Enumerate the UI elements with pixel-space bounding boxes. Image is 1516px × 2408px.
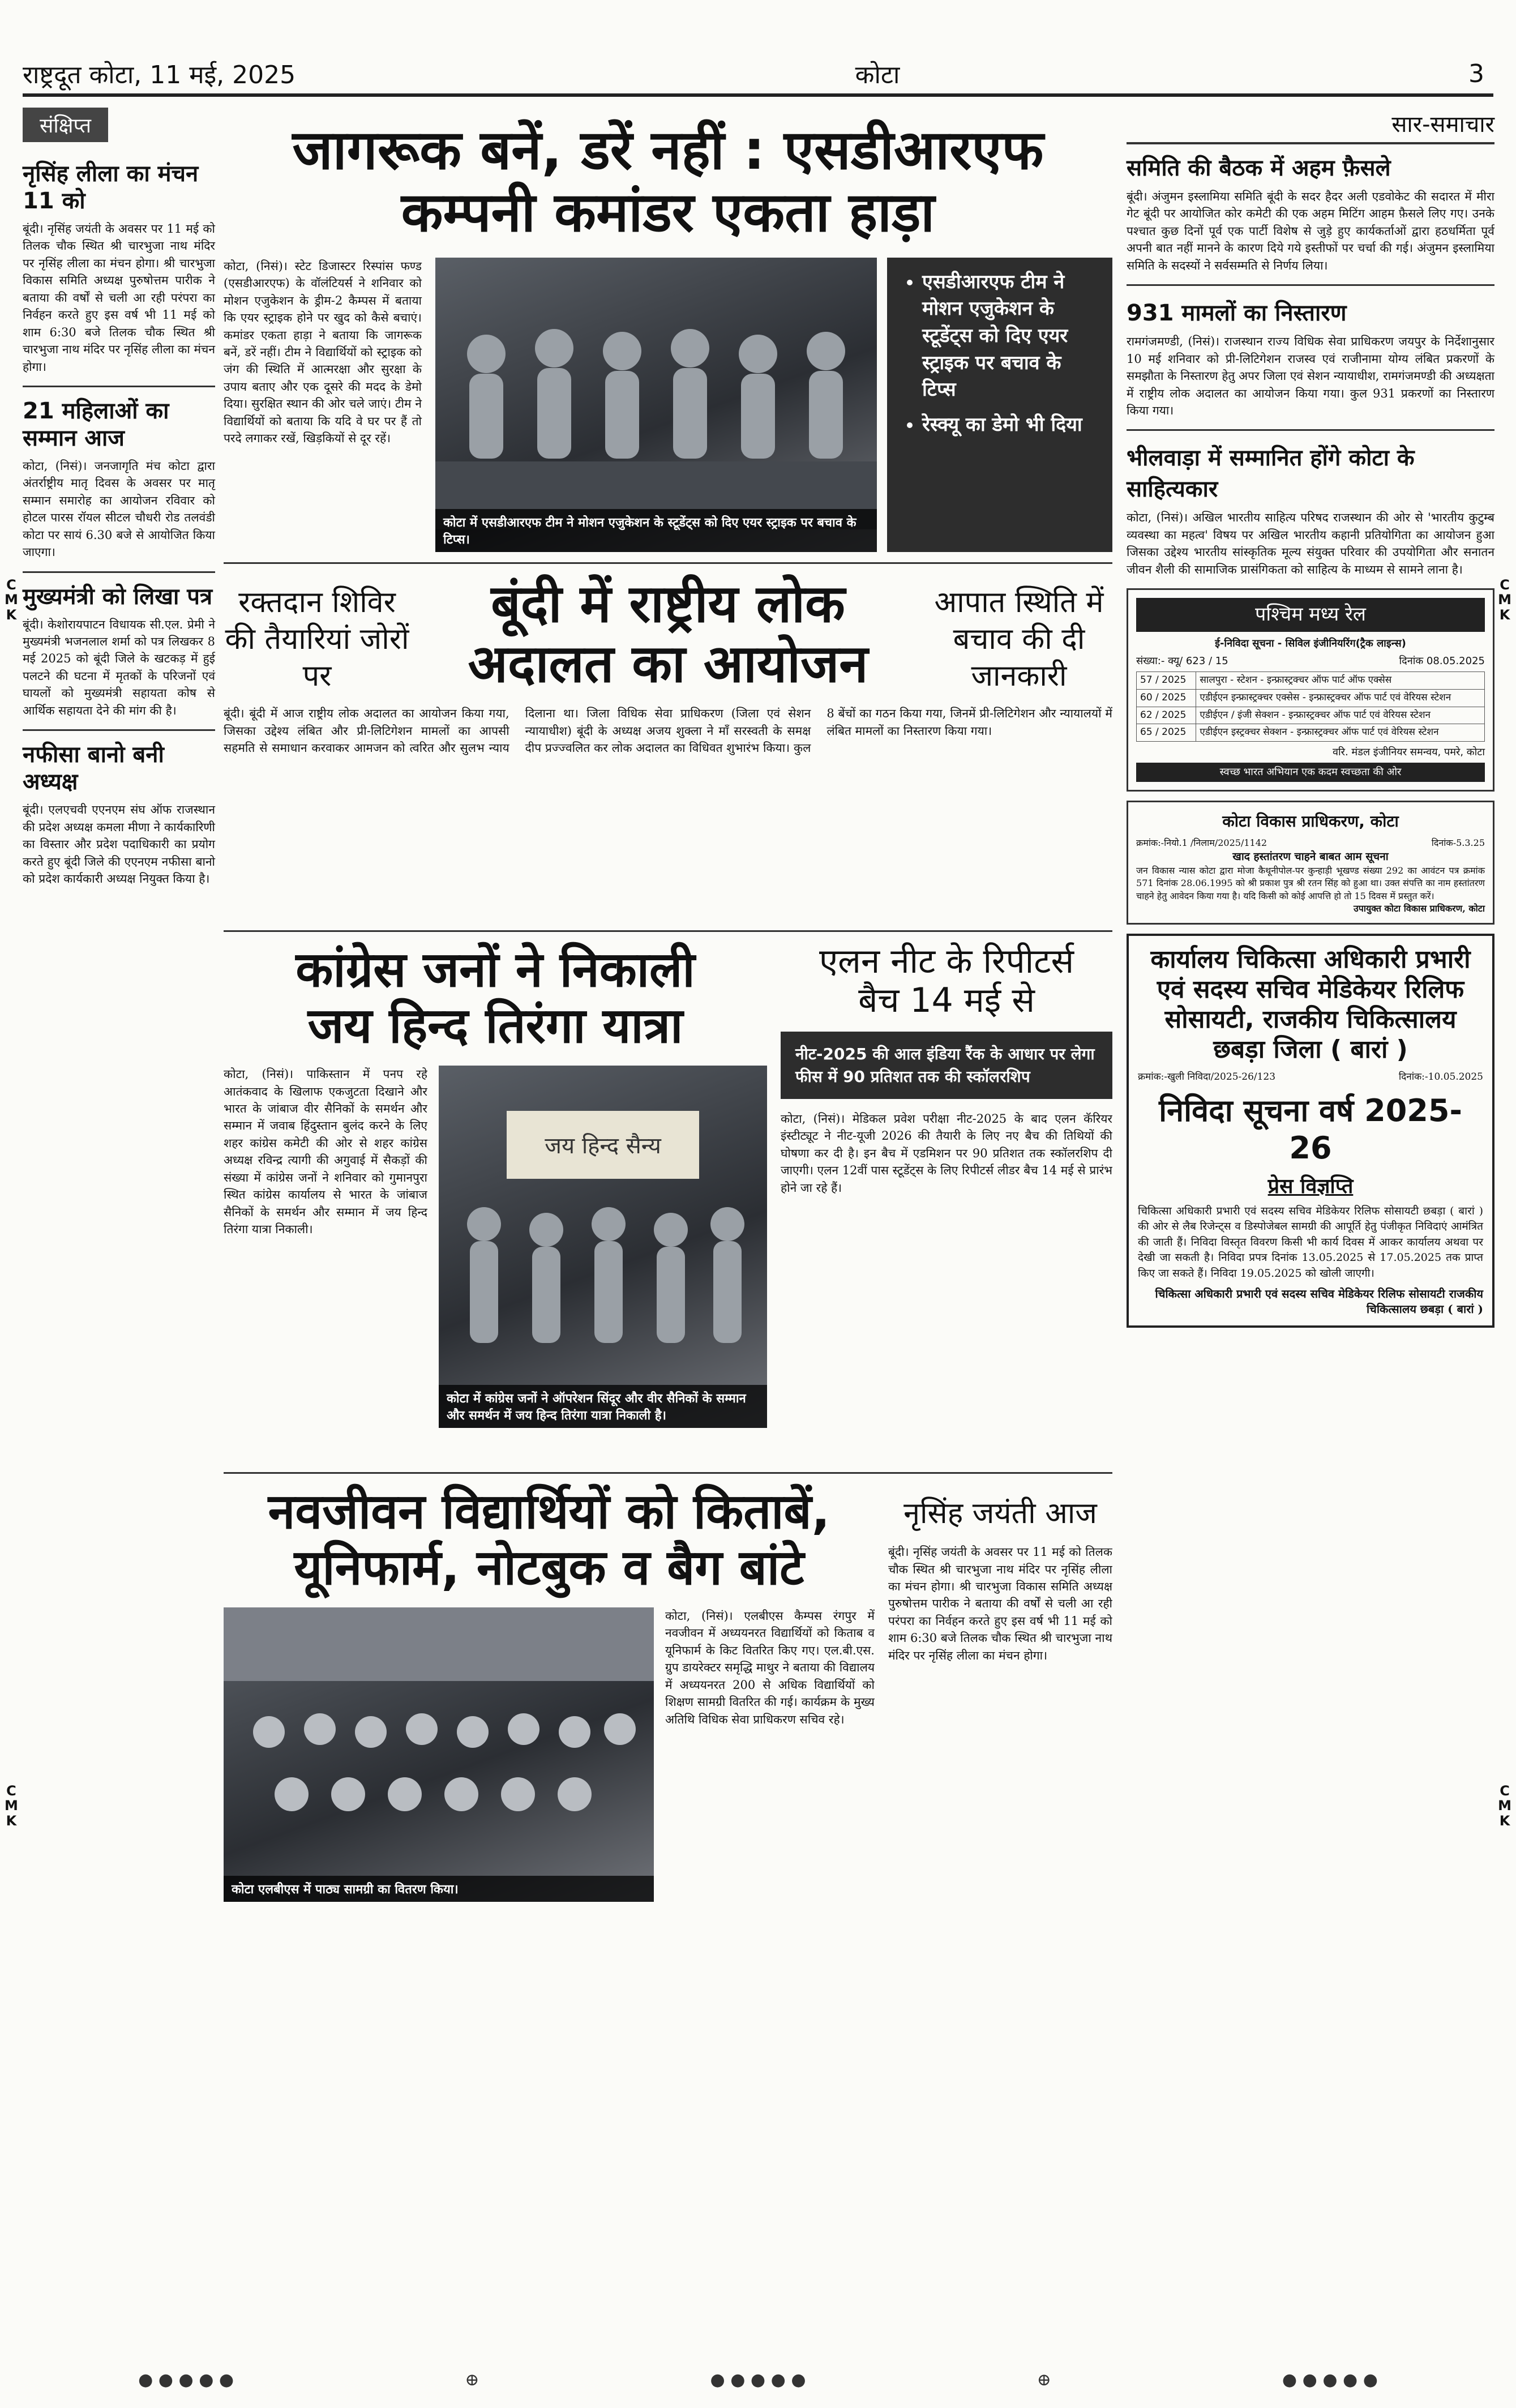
rally-photo [439,1066,767,1428]
tender-cell: 62 / 2025 [1137,707,1196,724]
article-body: कोटा, (निसं)। पाकिस्तान में पनप रहे आतंकवाद के खिलाफ एकजुटता दिखाने और भारत के जांबाज वीर सैनिकों के समर्थन और सम्मान में जवाब हिंदुस्तान बुलंद करने के लिए शहर कांग्रेस कमेटी की ओर से शहर कांग्रेस अध्यक्ष रविन्द्र त्यागी की अगुवाई में सैकड़ों की संख्या में कांग्रेस जनों ने शनिवार को गुमानपुरा स्थित कांग्रेस कार्यालय से भारत के जांबाज सैनिकों के समर्थन और सम्मान में जय हिन्द तिरंगा यात्रा निकाली। [224,1067,427,1237]
tender-signature: वरि. मंडल इंजीनियर समन्वय, पमरे, कोटा [1332,746,1485,759]
divider [1127,429,1494,431]
highlight-box: नीट-2025 की आल इंडिया रैंक के आधार पर लेगा फीस में 90 प्रतिशत तक की स्कॉलरशिप [781,1032,1112,1098]
headline-line: बैच 14 मई से [858,981,1035,1021]
tender-cell: 57 / 2025 [1137,672,1196,690]
divider [224,1472,1112,1474]
highlight-box [887,258,1112,552]
tender-cell: एडीईएन इन्फ्रास्ट्रक्चर एक्सेस - इन्फ्रास्ट्रक्चर ऑफ पार्ट एवं वेरियस स्टेशन [1196,689,1485,707]
article-tiranga [224,942,767,1462]
side-headline: आपात स्थिति में बचाव की दी जानकारी [934,585,1104,694]
center-column [224,108,1112,1902]
kda-notice [1127,801,1494,925]
page-number: 3 [1468,59,1484,88]
headline-line: यूनिफार्म, नोटबुक व बैग बांटे [294,1539,804,1597]
highlight-item: • रेस्क्यू का डेमो भी दिया [922,412,1098,439]
notice-signature: चिकित्सा अधिकारी प्रभारी एवं सदस्य सचिव मेडिकेयर रिलिफ सोसायटी राजकीय चिकित्सालय छबड़ा ( बारां ) [1155,1287,1483,1316]
crosshair-icon: ⊕ [1037,2369,1051,2390]
brief-tag: संक्षिप्त [23,108,108,142]
headline-line: जय हिन्द तिरंगा यात्रा [307,998,683,1055]
article-navjeevan [224,1484,1112,1902]
notice-main-title: निविदा सूचना वर्ष 2025-26 [1159,1092,1462,1166]
divider [23,386,215,387]
photo-caption: कोटा में कांग्रेस जनों ने ऑपरेशन सिंदूर और वीर सैनिकों के सम्मान और समर्थन में जय हिन्द तिरंगा यात्रा निकाली है। [439,1385,767,1428]
article-body: कोटा, (निसं)। स्टेट डिजास्टर रिस्पांस फण्ड (एसडीआरएफ) के वॉलंटियर्स ने शनिवार को मोशन एजुकेशन के ड्रीम-2 कैम्पस में बताया कि एयर स्ट्राइक होने पर खुद को कैसे बचाएं। कमांडर एकता हाड़ा ने बताया कि जागरूक बनें, डरें नहीं। टीम ने विद्यार्थियों को स्ट्राइक को जंग की स्थिति में आत्मरक्षा और सुरक्षा के उपाय बताए और एक दूसरे की मदद के डेमो दिया। सुरक्षित स्थान की ओर चले जाएं। टीम ने विद्यार्थियों को बताया कि यदि वे घर पर हैं तो परदे लगाकर रखें, खिड़कियों से दूर रहें। [224,259,422,446]
divider [23,571,215,573]
banner-text: जय हिन्द सैन्य [545,1133,661,1160]
tender-row [1137,724,1485,742]
left-column [23,108,215,887]
tender-cell: एडीईएन / इंजी सेक्शन - इन्फ्रास्ट्रक्चर ऑफ पार्ट एवं वेरियस स्टेशन [1196,707,1485,724]
headline-line: एलन नीट के रिपीटर्स [819,942,1074,982]
side-headline: नृसिंह जयंती आज [903,1496,1097,1531]
article-row [224,942,1112,1462]
article-headline [224,1484,875,1596]
tender-cell: सालपुरा - स्टेशन - इन्फ्रास्ट्रक्चर ऑफ पार्ट ऑफ एक्सेस [1196,672,1485,690]
registration-mark: C M K [5,1783,18,1829]
masthead [23,54,1493,97]
tender-cell: 65 / 2025 [1137,724,1196,742]
article-lok-adalat-head [224,574,1112,705]
notice-body: चिकित्सा अधिकारी प्रभारी एवं सदस्य सचिव मेडिकेयर रिलिफ सोसायटी छबड़ा ( बारां ) की ओर से लैब रिजेन्ट्स व डिस्पोजेबल सामग्री की आपूर्ति हेतु पंजीकृत निविदाएं आमंत्रित की जाती हैं। निविदा विस्तृत विवरण किसी भी कार्य दिवस में आकर कार्यालय अथवा पर देखी जा सकती है। निविदा प्रपत्र दिनांक 13.05.2025 से 17.05.2025 तक प्राप्त किए जा सकते हैं। निविदा 19.05.2025 को खोली जाएगी। [1138,1204,1483,1280]
tender-table [1136,671,1485,742]
section-tag: सार-समाचार [1127,108,1494,144]
news-headline: 931 मामलों का निस्तारण [1127,300,1347,327]
news-body: बूंदी। अंजुमन इस्लामिया समिति बूंदी के सदर हैदर अली एडवोकेट की सदारत में मीरा गेट बूंदी पर आयोजित कोर कमेटी की एक अहम मिटिंग आहम फ़ैसले लिए गए। उनके पश्चात कुछ दिनों पूर्व एक पार्टी विशेष से जुड़े हुए कार्यकर्ताओं द्वारा हठधर्मिता पूर्व अपनी बात नहीं मानने के कारण दिये गये इस्तीफों पर चर्चा की गई। अंजुमन इस्लामिया समिति के सदस्यों ने सर्वसम्मति से निर्णय लिया। [1127,190,1494,272]
registration-mark: C M K [1498,577,1511,623]
headline-line: कांग्रेस जनों ने निकाली [296,942,695,999]
hospital-tender-notice [1127,934,1494,1328]
headline-line: कम्पनी कमांडर एकता हाड़ा [401,181,935,245]
masthead-date: राष्ट्रदूत कोटा, 11 मई, 2025 [23,61,296,89]
headline-line: नवजीवन विद्यार्थियों को किताबें, [268,1483,830,1541]
brief-body: बूंदी। नृसिंह जयंती के अवसर पर 11 मई को तिलक चौक स्थित श्री चारभुजा नाथ मंदिर पर नृसिंह लीला का मंचन होगा। श्री चारभुजा विकास समिति अध्यक्ष पुरुषोत्तम पारीक ने बताया की वर्षों से चली आ रही परंपरा का निर्वहन करते हुए इस वर्ष भी 11 मई को शाम 6:30 बजे तिलक चौक स्थित श्री चारभुजा नाथ मंदिर पर नृसिंह लीला का मंचन होगा। [23,222,215,374]
registration-mark: C M K [1498,1783,1511,1829]
tender-slogan: स्वच्छ भारत अभियान एक कदम स्वच्छता की ओर [1136,763,1485,781]
students-photo-icon [224,1607,654,1879]
brief-headline: 21 महिलाओं का सम्मान आज [23,397,169,451]
tender-number: संख्या:- क्यू/ 623 / 15 [1136,655,1228,667]
notice-date: दिनांक:-10.05.2025 [1398,1071,1483,1083]
headline-line: जागरूक बनें, डरें नहीं : एसडीआरएफ [292,118,1044,182]
notice-subject: खाद हस्तांतरण चाहने बाबत आम सूचना [1232,850,1389,863]
registration-dots-icon: ● ● ● ● ● [710,2369,806,2390]
article-body: कोटा, (निसं)। मेडिकल प्रवेश परीक्षा नीट-2025 के बाद एलन कॅरियर इंस्टीट्यूट ने नीट-यूजी 2026 की तैयारी के लिए नए बैच की तिथियों की घोषणा कर दी है। इन बैच में एडमिशन पर 90 प्रतिशत तक स्कॉलरशिप दी जाएगी। एलन 12वीं पास स्टूडेंट्स के लिए रिपीटर्स लीडर बैच 14 मई से प्रारंभ होने जा रहे हैं। [781,1111,1112,1195]
railway-tender [1127,588,1494,792]
article-allen [781,942,1112,1462]
tender-row [1137,689,1485,707]
notice-number: क्रमांक:-नियो.1 /निलाम/2025/1142 [1136,837,1267,848]
registration-dots-icon: ● ● ● ● ● [1282,2369,1378,2390]
press-release-label: प्रेस विज्ञप्ति [1267,1174,1354,1198]
article-body: बूंदी। नृसिंह जयंती के अवसर पर 11 मई को तिलक चौक स्थित श्री चारभुजा नाथ मंदिर पर नृसिंह लीला का मंचन होगा। श्री चारभुजा विकास समिति अध्यक्ष पुरुषोत्तम पारीक ने बताया की वर्षों से चली आ रही परंपरा का निर्वहन करते हुए इस वर्ष भी 11 मई को शाम 6:30 बजे तिलक चौक स्थित श्री चारभुजा नाथ मंदिर पर नृसिंह लीला का मंचन होगा। [888,1545,1112,1662]
divider [23,729,215,731]
article-headline: बूंदी में राष्ट्रीय लोक अदालत का आयोजन [468,573,868,694]
news-headline: भीलवाड़ा में सम्मानित होंगे कोटा के साहित्यकार [1127,445,1415,503]
right-column [1127,108,1494,1328]
tender-row [1137,707,1485,724]
tender-date: दिनांक 08.05.2025 [1399,655,1485,667]
article-sdrf [224,258,1112,552]
news-body: रामगंजमण्डी, (निसं)। राजस्थान राज्य विधिक सेवा प्राधिकरण जयपुर के निर्देशानुसार 10 मई शनिवार को प्री-लिटिगेशन राजस्व एवं राजीनामा योग्य लंबित प्रकरणों के समझौता के निस्तारण हेतु अपर जिला एवं सेशन न्यायाधीश, रामगंजमण्डी की अध्यक्षता में राष्ट्रीय लोक अदालत का आयोजन किया गया। कुल 931 प्रकरणों का निस्तारण किया गया। [1127,335,1494,417]
students-photo [224,1607,654,1902]
notice-body: जन विकास न्यास कोटा द्वारा मोजा कैथूनीपोल-पर कुन्हाड़ी भूखण्ड संख्या 292 का आवंटन पत्र क्रमांक 571 दिनांक 28.06.1995 को श्री प्रकाश पुत्र श्री रतन सिंह को हुआ था। उक्त संपत्ति का नाम हस्तांतरण चाहने हेतु आवेदन किया गया है। यदि किसी को कोई आपत्ति हो तो 15 दिवस में प्रस्तुत करें। [1136,865,1485,901]
news-body: कोटा, (निसं)। अखिल भारतीय साहित्य परिषद राजस्थान की ओर से 'भारतीय कुटुम्ब व्यवस्था का महत्व' विषय पर अखिल भारतीय कहानी प्रतियोगिता का आयोजन हुआ जिसका उद्देश्य भारतीय सांस्कृतिक मूल्य संयुक्त परिवार की उपयोगिता और सनातन जीवन शैली की सामाजिक प्रासंगिकता को साहित्य के माध्यम से सामने लाना है। [1127,511,1494,576]
tender-subtitle: ई-निविदा सूचना - सिविल इंजीनियरिंग(ट्रैक लाइन्स) [1215,637,1406,649]
brief-headline: नृसिंह लीला का मंचन 11 को [23,161,199,214]
notice-date: दिनांक-5.3.25 [1431,837,1485,848]
article-body: बूंदी। बूंदी में आज राष्ट्रीय लोक अदालत का आयोजन किया गया, जिसका उद्देश्य लंबित और प्री-लिटिगेशन मामलों का आपसी सहमति से समाधान करवाकर आमजन को त्वरित और सुलभ न्याय दिलाना था। जिला विधिक सेवा प्राधिकरण (जिला एवं सेशन न्यायाधीश) बूंदी के अध्यक्ष अजय शुक्ला ने मॉं सरस्वती के समक्ष दीप प्रज्ज्वलित कर लोक अदालत का विधिवत शुभारंभ किया। कुल 8 बेंचों का गठन किया गया, जिनमें प्री-लिटिगेशन और न्यायालयों में लंबित मामलों का निस्तारण किया गया। [224,707,1112,755]
masthead-section: कोटा [855,61,900,89]
sdrf-photo [435,258,877,552]
notice-number: क्रमांक:-खुली निविदा/2025-26/123 [1138,1071,1276,1083]
brief-body: कोटा, (निसं)। जनजागृति मंच कोटा द्वारा अंतर्राष्ट्रीय मातृ दिवस के अवसर पर मातृ सम्मान समारोह का आयोजन रविवार को होटल पारस रॉयल सीटल चौधरी रोड तलवंडी कोटा पर सायं 6.30 बजे से आयोजित किया जाएगा। [23,459,215,559]
tender-row [1137,672,1485,690]
footer-registration-marks [23,2368,1493,2391]
divider [224,930,1112,932]
registration-dots-icon: ● ● ● ● ● [138,2369,234,2390]
highlight-item: • एसडीआरएफ टीम ने मोशन एजुकेशन के स्टूडेंट्स को दिए एयर स्ट्राइक पर बचाव के टिप्स [922,269,1098,404]
brief-body: बूंदी। एलएचवी एएनएम संघ ऑफ राजस्थान की प्रदेश अध्यक्ष कमला मीणा ने कार्यकारिणी का विस्तार और प्रदेश पदाधिकारी का प्रयोग करते हुए बूंदी जिले की एएनएम नफीसा बानो को प्रदेश कार्यकारी अध्यक्ष नियुक्त किया है। [23,803,215,886]
brief-headline: नफीसा बानो बनी अध्यक्ष [23,742,164,795]
divider [1127,284,1494,286]
news-headline: समिति की बैठक में अहम फ़ैसले [1127,155,1391,181]
notice-title: कोटा विकास प्राधिकरण, कोटा [1222,811,1399,831]
group-photo-icon [435,258,877,529]
article-headline [224,942,767,1054]
rally-photo-icon [439,1066,767,1383]
article-headline [224,119,1112,244]
crosshair-icon: ⊕ [465,2369,479,2390]
notice-title: कार्यालय चिकित्सा अधिकारी प्रभारी एवं सदस्य सचिव मेडिकेयर रिलिफ सोसायटी, राजकीय चिकित्सालय छबड़ा जिला ( बारां ) [1150,945,1471,1064]
brief-body: बूंदी। केशोरायपाटन विधायक सी.एल. प्रेमी ने मुख्यमंत्री भजनलाल शर्मा को पत्र लिखकर 8 मई 2025 को बूंदी जिले के खटकड़ में हुई पलटने की घटना में मृतकों के परिजनों एवं घायलों को मुख्यमंत्री सहायता कोष से आर्थिक सहायता देने की मांग की है। [23,617,215,717]
tender-cell: 60 / 2025 [1137,689,1196,707]
brief-headline: मुख्यमंत्री को लिखा पत्र [23,583,213,610]
tender-title: पश्चिम मध्य रेल [1136,598,1485,632]
divider [224,562,1112,564]
photo-caption: कोटा में एसडीआरएफ टीम ने मोशन एजुकेशन के स्टूडेंट्स को दिए एयर स्ट्राइक पर बचाव के टिप्स। [435,509,877,552]
tender-cell: एडीईएन इस्ट्रक्चर सेक्शन - इन्फ्रास्ट्रक्चर ऑफ पार्ट एवं वेरियस स्टेशन [1196,724,1485,742]
notice-signature: उपायुक्त कोटा विकास प्राधिकरण, कोटा [1353,903,1485,914]
sub-headline: रक्तदान शिविर की तैयारियां जोरों पर [225,585,409,694]
article-body: कोटा, (निसं)। एलबीएस कैम्पस रंगपुर में नवजीवन में अध्ययनरत विद्यार्थियों को किताब व यूनिफार्म के किट वितरित किए गए। एल.बी.एस. ग्रुप डायरेक्टर समृद्धि माथुर ने बताया की विद्यालय में अध्ययनरत 200 से अधिक विद्यार्थियों को शिक्षण सामग्री वितरित की गई। कार्यक्रम के मुख्य अतिथि विधिक सेवा प्राधिकरण सचिव रहे। [665,1609,875,1726]
registration-mark: C M K [5,577,18,623]
article-headline [781,942,1112,1020]
photo-caption: कोटा एलबीएस में पाठ्य सामग्री का वितरण किया। [224,1876,654,1902]
